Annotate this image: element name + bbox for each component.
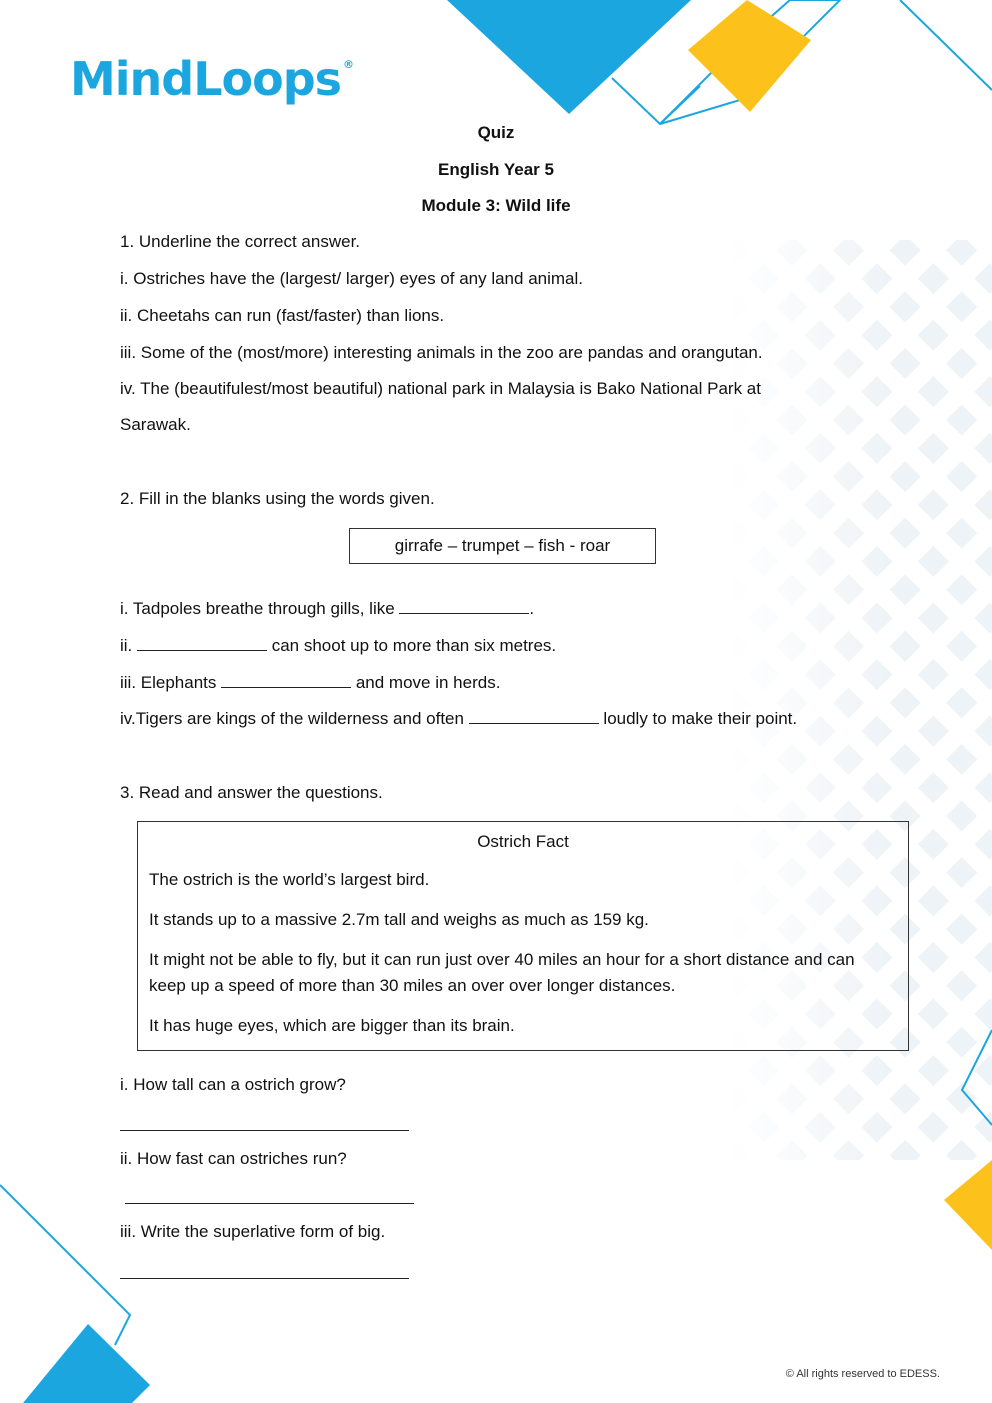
fill-blank-item: i. Tadpoles breathe through gills, like . xyxy=(120,599,535,618)
section-1-item: i. Ostriches have the (largest/ larger) eyes of any land animal. xyxy=(120,269,583,288)
blank-field[interactable] xyxy=(469,709,599,724)
page-subtitle: English Year 5 xyxy=(438,160,554,179)
section-2-instruction: 2. Fill in the blanks using the words given. xyxy=(120,489,435,508)
brand-logo xyxy=(70,52,353,106)
fill-blank-item: ii. can shoot up to more than six metres. xyxy=(120,636,557,655)
copyright-footer: © All rights reserved to EDESS. xyxy=(785,1368,940,1380)
fact-line: It stands up to a massive 2.7m tall and weighs as much as 159 kg. xyxy=(149,910,649,929)
blank-field[interactable] xyxy=(137,636,267,651)
question: iii. Write the superlative form of big. xyxy=(120,1222,386,1241)
section-1-item: iii. Some of the (most/more) interesting animals in the zoo are pandas and orangutan. xyxy=(120,343,763,362)
word-bank xyxy=(349,528,656,564)
answer-line[interactable] xyxy=(125,1203,414,1204)
fact-line: The ostrich is the world’s largest bird. xyxy=(149,870,430,889)
blue-diamond-bottom xyxy=(23,1324,150,1403)
module-title: Module 3: Wild life xyxy=(421,196,571,215)
answer-line[interactable] xyxy=(120,1130,409,1131)
logo-text: MindLoops xyxy=(70,52,342,106)
fact-box-title: Ostrich Fact xyxy=(477,832,569,851)
fill-blank-item: iii. Elephants and move in herds. xyxy=(120,673,501,692)
question: ii. How fast can ostriches run? xyxy=(120,1149,347,1168)
answer-line[interactable] xyxy=(120,1278,409,1279)
section-3-instruction: 3. Read and answer the questions. xyxy=(120,783,383,802)
blank-field[interactable] xyxy=(399,599,529,614)
yellow-diamond-right xyxy=(944,1160,992,1250)
word-bank-text: girrafe – trumpet – fish - roar xyxy=(394,536,611,555)
blank-field[interactable] xyxy=(221,673,351,688)
page-title: Quiz xyxy=(477,123,515,142)
section-1-instruction: 1. Underline the correct answer. xyxy=(120,232,361,251)
fact-line: It might not be able to fly, but it can run just over 40 miles an hour for a short distance and can keep up a speed of more than 30 miles an over over longer distances. xyxy=(149,950,855,995)
fact-box xyxy=(137,821,909,1051)
section-1-item: ii. Cheetahs can run (fast/faster) than lions. xyxy=(120,306,445,325)
blue-diamond-top xyxy=(447,0,691,114)
section-1-item-continued: Sarawak. xyxy=(120,415,191,434)
question: i. How tall can a ostrich grow? xyxy=(120,1075,346,1094)
fill-blank-item: iv.Tigers are kings of the wilderness and often loudly to make their point. xyxy=(120,709,798,728)
yellow-diamond-top xyxy=(688,0,811,112)
section-1-item: iv. The (beautifulest/most beautiful) national park in Malaysia is Bako National Park at xyxy=(120,379,761,398)
registered-mark: ® xyxy=(343,58,354,71)
fact-line: It has huge eyes, which are bigger than its brain. xyxy=(149,1016,515,1035)
